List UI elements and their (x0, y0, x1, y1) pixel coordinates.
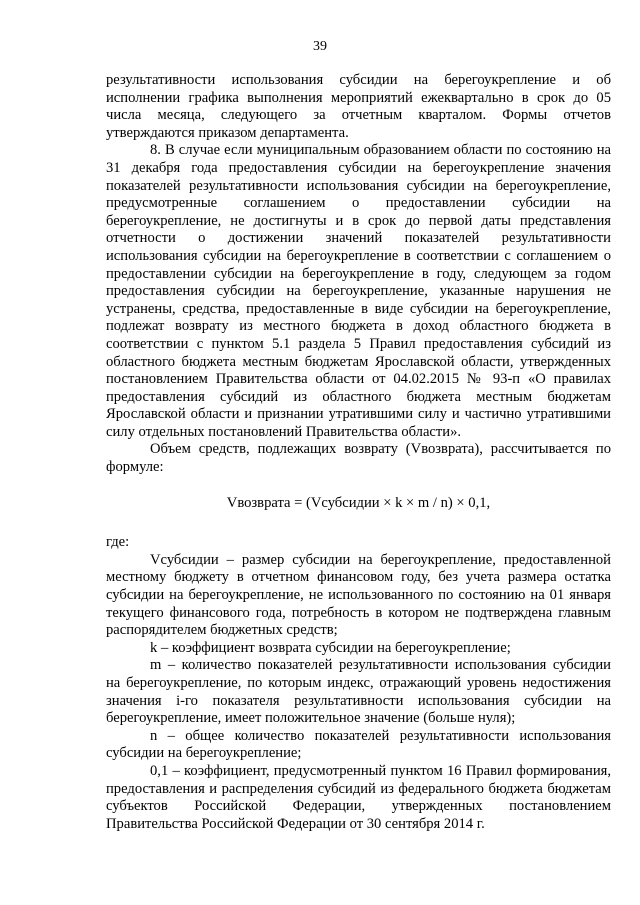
paragraph-item-8: 8. В случае если муниципальным образованием области по состоянию на 31 декабря года предоставления субсидии на берегоукрепление значения показателей результативности использования субсидии на берегоукрепление, предусмотренные соглашением о предоставлении субсидии на берегоукрепление, не достигнуты и в срок до первой даты представления отчетности о достижении значений показателей результативности использования субсидии на берегоукрепление в соответствии с соглашением о предоставлении субсидии на берегоукрепление в году, следующем за годом предоставления субсидии на берегоукрепление, указанные нарушения не устранены, средства, предоставленные в виде субсидии на берегоукрепление, подлежат возврату из местного бюджета в доход областного бюджета в соответствии с пунктом 5.1 раздела 5 Правил предоставления субсидий из областного бюджета местным бюджетам Ярославской области, утвержденных постановлением Правительства области от 04.02.2015 № 93-п «О правилах предоставления субсидий из областного бюджета местным бюджетам Ярославской области и признании утратившими силу и частично утратившими силу отдельных постановлений Правительства области». (106, 142, 611, 440)
definition-m: m – количество показателей результативности использования субсидии на берегоукрепление, по которым индекс, отражающий уровень недостижения значения i-го показателя результативности использования субсидии на берегоукрепление, имеет положительное значение (больше нуля); (106, 657, 611, 727)
document-body (106, 72, 611, 833)
formula: Vвозврата = (Vсубсидии × k × m / n) × 0,1, (226, 494, 491, 511)
definition-vsubsidii: Vсубсидии – размер субсидии на берегоукрепление, предоставленной местному бюджету в отчетном финансовом году, без учета размера остатка субсидии на берегоукрепление, не использованного по состоянию на 01 января текущего финансового года, потребность в котором не подтверждена главным распорядителем бюджетных средств; (106, 551, 611, 639)
paragraph-volume: Объем средств, подлежащих возврату (Vвозврата), рассчитывается по формуле: (106, 441, 611, 476)
where-label: где: (106, 534, 130, 551)
definition-k: k – коэффициент возврата субсидии на берегоукрепление; (150, 639, 511, 656)
definition-coefficient-0-1: 0,1 – коэффициент, предусмотренный пунктом 16 Правил формирования, предоставления и распределения субсидий из федерального бюджета бюджетам субъектов Российской Федерации, утвержденных постановлением Правительства Российской Федерации от 30 сентября 2014 г. (106, 762, 611, 832)
paragraph-continuation: результативности использования субсидии на берегоукрепление и об исполнении графика выполнения мероприятий ежеквартально в срок до 05 числа месяца, следующего за отчетным кварталом. Формы отчетов утверждаются приказом департамента. (106, 72, 611, 141)
definition-n: n – общее количество показателей результативности использования субсидии на берегоукрепление; (106, 727, 611, 762)
page-number: 39 (313, 39, 327, 54)
